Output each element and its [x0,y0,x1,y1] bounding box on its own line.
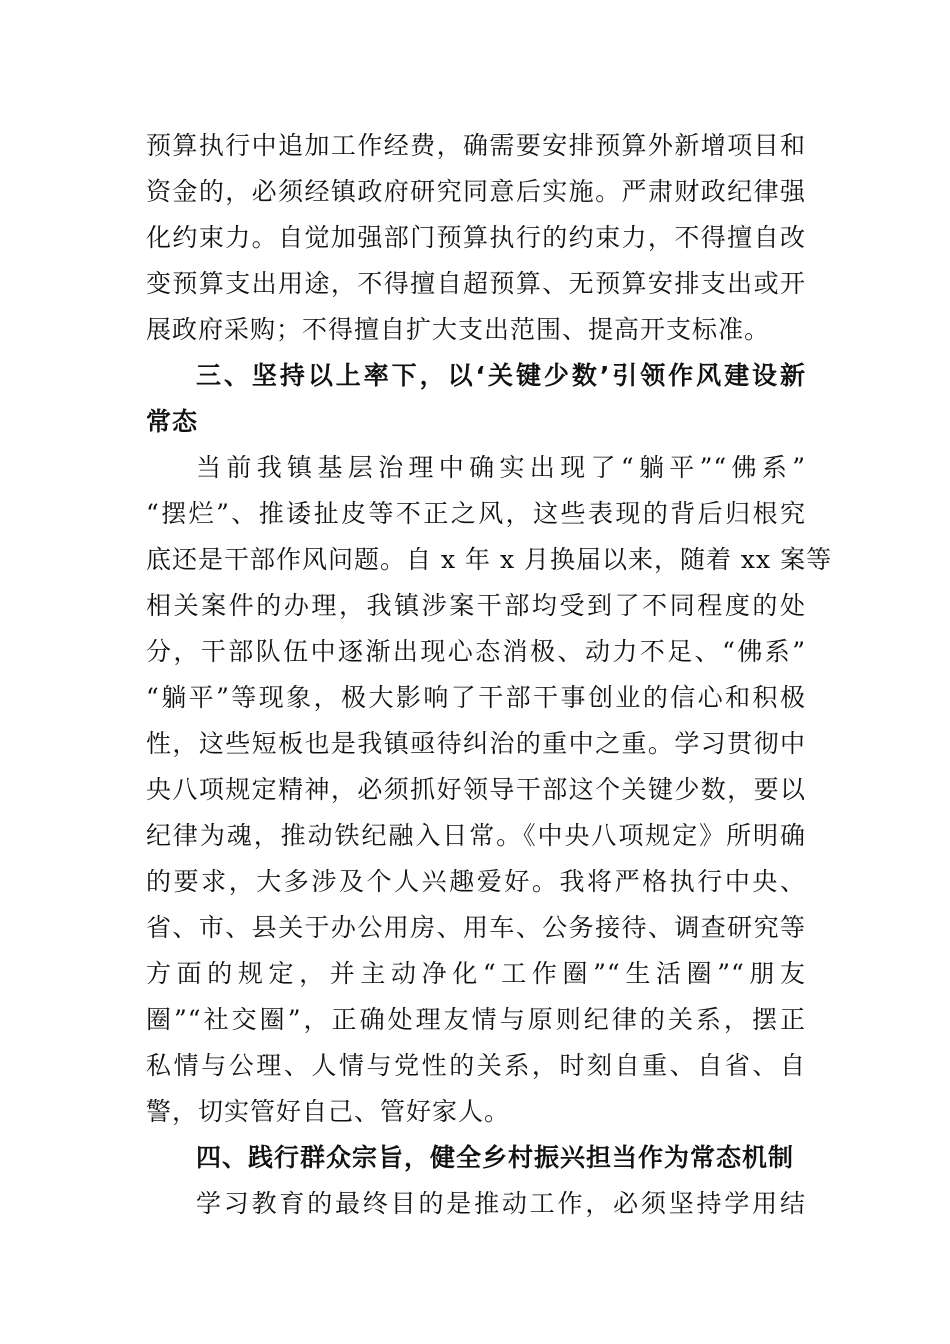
paragraph-line: 当前我镇基层治理中确实出现了“躺平”“佛系” [196,453,806,482]
paragraph-line: 的要求，大多涉及个人兴趣爱好。我将严格执行中央、 [146,867,806,896]
paragraph-line: 底还是干部作风问题。自 x 年 x 月换届以来，随着 xx 案等 [146,545,833,574]
paragraph-line: 圈”“社交圈”，正确处理友情与原则纪律的关系，摆正 [146,1005,806,1034]
section-heading-4: 四、践行群众宗旨，健全乡村振兴担当作为常态机制 [196,1143,795,1172]
paragraph-line: 省、市、县关于办公用房、用车、公务接待、调查研究等 [146,913,806,942]
paragraph-line: 分，干部队伍中逐渐出现心态消极、动力不足、“佛系” [146,637,806,666]
paragraph-line: 学习教育的最终目的是推动工作，必须坚持学用结 [196,1189,806,1218]
paragraph-line: 央八项规定精神，必须抓好领导干部这个关键少数，要以 [146,775,806,804]
section-heading-3: 三、坚持以上率下，以‘关键少数’引领作风建设新 [196,361,806,390]
paragraph-line: 私情与公理、人情与党性的关系，时刻自重、自省、自 [146,1051,806,1080]
paragraph-line: 变预算支出用途，不得擅自超预算、无预算安排支出或开 [146,269,806,298]
paragraph-line: 警，切实管好自己、管好家人。 [146,1097,511,1126]
paragraph-line: 化约束力。自觉加强部门预算执行的约束力，不得擅自改 [146,223,806,252]
paragraph-line: “摆烂”、推诿扯皮等不正之风，这些表现的背后归根究 [146,499,806,528]
paragraph-line: 预算执行中追加工作经费，确需要安排预算外新增项目和 [146,131,806,160]
paragraph-line: 展政府采购；不得擅自扩大支出范围、提高开支标准。 [146,315,771,344]
paragraph-line: 相关案件的办理，我镇涉案干部均受到了不同程度的处 [146,591,806,620]
paragraph-line: “躺平”等现象，极大影响了干部干事创业的信心和积极 [146,683,806,712]
paragraph-line: 方面的规定，并主动净化“工作圈”“生活圈”“朋友 [146,959,806,988]
section-heading-3-cont: 常态 [146,407,199,436]
paragraph-line: 性，这些短板也是我镇亟待纠治的重中之重。学习贯彻中 [146,729,806,758]
paragraph-line: 纪律为魂，推动铁纪融入日常。《中央八项规定》所明确 [146,821,806,850]
paragraph-line: 资金的，必须经镇政府研究同意后实施。严肃财政纪律强 [146,177,806,206]
